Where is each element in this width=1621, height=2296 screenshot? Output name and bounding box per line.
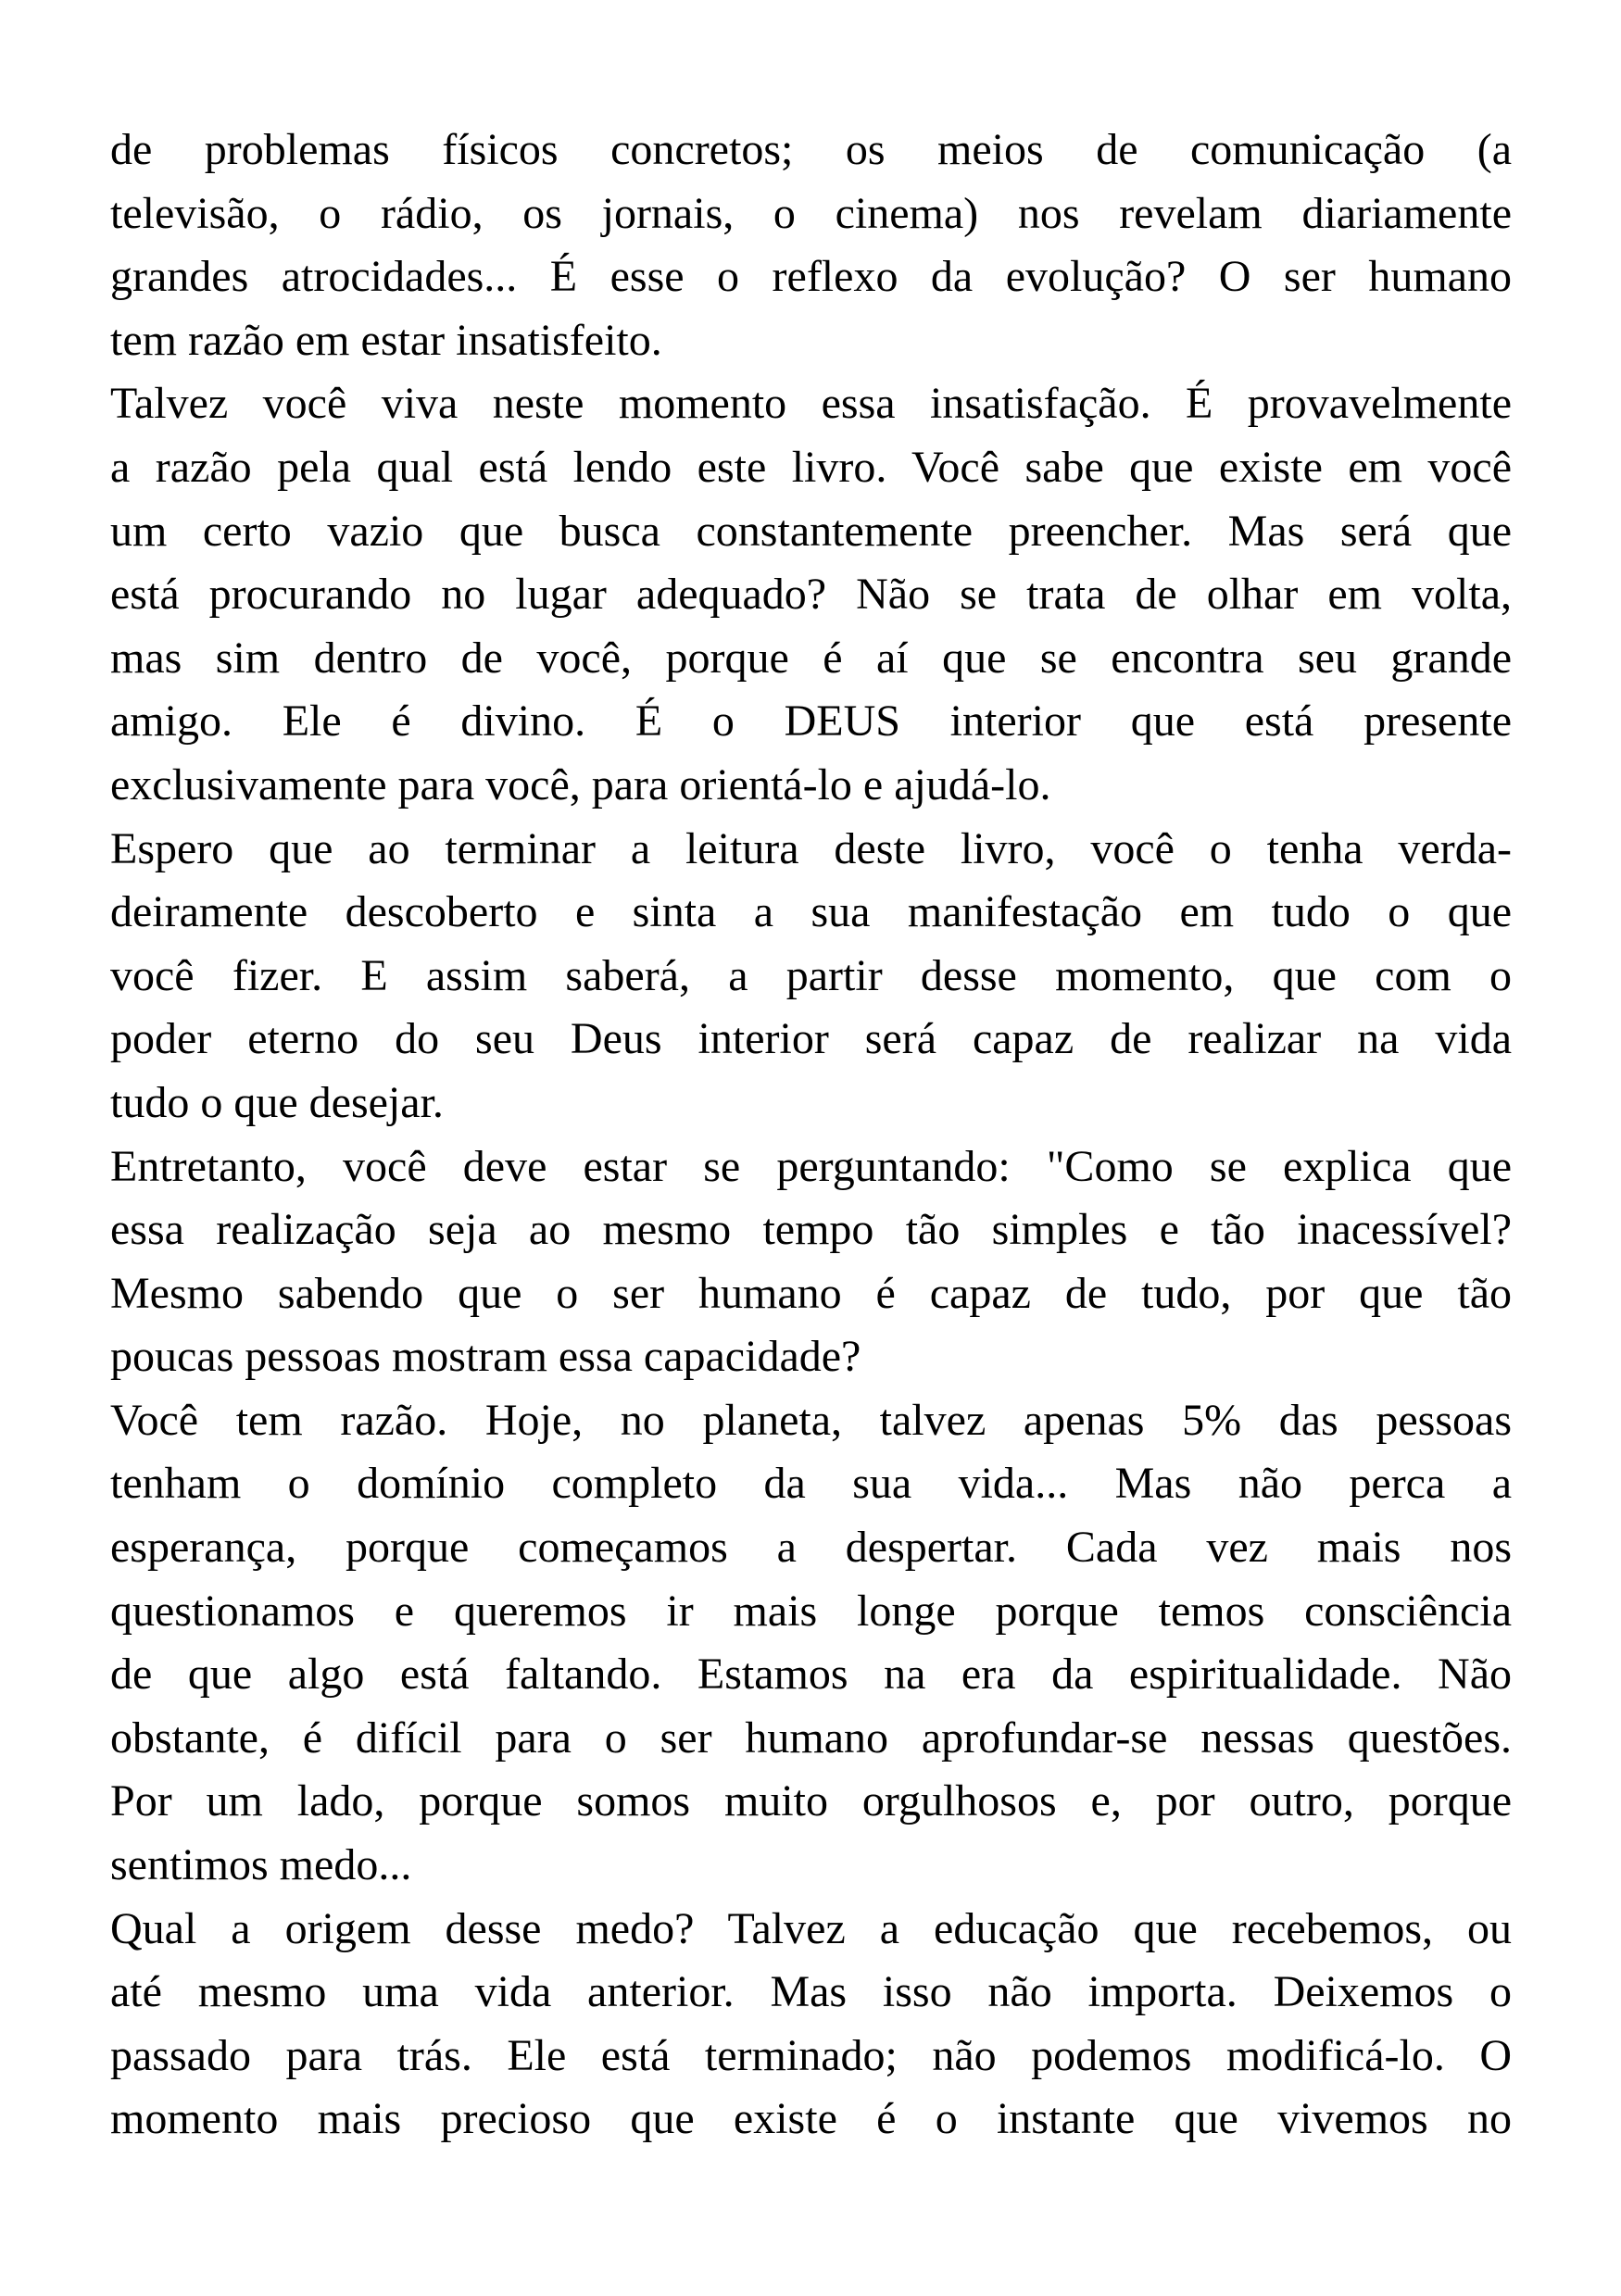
text-line: esperança, porque começamos a despertar. Cada vez mais nos: [110, 1523, 1512, 1573]
text-line: um certo vazio que busca constantemente preencher. Mas será que: [110, 506, 1512, 556]
text-line: Você tem razão. Hoje, no planeta, talvez apenas 5% das pessoas: [110, 1395, 1512, 1445]
text-line: Talvez você viva neste momento essa insatisfação. É provavelmente: [110, 379, 1512, 429]
text-line: tem razão em estar insatisfeito.: [110, 315, 662, 365]
text-line: poucas pessoas mostram essa capacidade?: [110, 1332, 861, 1382]
text-line: está procurando no lugar adequado? Não se trata de olhar em volta,: [110, 570, 1512, 620]
text-line: você fizer. E assim saberá, a partir desse momento, que com o: [110, 950, 1512, 1000]
text-line: Qual a origem desse medo? Talvez a educação que recebemos, ou: [110, 1903, 1512, 1953]
text-line: tenham o domínio completo da sua vida... Mas não perca a: [110, 1459, 1512, 1509]
text-line: mas sim dentro de você, porque é aí que se encontra seu grande: [110, 633, 1512, 683]
text-line: tudo o que desejar.: [110, 1077, 444, 1127]
text-line: a razão pela qual está lendo este livro. Você sabe que existe em você: [110, 442, 1512, 492]
text-line: amigo. Ele é divino. É o DEUS interior que está presente: [110, 696, 1512, 747]
text-line: sentimos medo...: [110, 1840, 412, 1890]
text-line: de problemas físicos concretos; os meios de comunicação (a: [110, 125, 1512, 174]
text-line: até mesmo uma vida anterior. Mas isso não importa. Deixemos o: [110, 1967, 1512, 2017]
text-line: exclusivamente para você, para orientá-lo e ajudá-lo.: [110, 759, 1051, 809]
text-line: obstante, é difícil para o ser humano aprofundar-se nessas questões.: [110, 1713, 1512, 1763]
text-line: Mesmo sabendo que o ser humano é capaz de tudo, por que tão: [110, 1268, 1512, 1318]
text-line: questionamos e queremos ir mais longe porque temos consciência: [110, 1586, 1512, 1636]
text-line: deiramente descoberto e sinta a sua manifestação em tudo o que: [110, 887, 1512, 937]
text-line: poder eterno do seu Deus interior será capaz de realizar na vida: [110, 1014, 1512, 1064]
text-line: Por um lado, porque somos muito orgulhosos e, por outro, porque: [110, 1776, 1512, 1826]
text-line: passado para trás. Ele está terminado; não podemos modificá-lo. O: [110, 2030, 1512, 2080]
text-line: essa realização seja ao mesmo tempo tão simples e tão inacessível?: [110, 1205, 1512, 1255]
text-line: Entretanto, você deve estar se perguntando: "Como se explica que: [110, 1141, 1512, 1191]
text-line: grandes atrocidades... É esse o reflexo da evolução? O ser humano: [110, 252, 1512, 302]
text-line: de que algo está faltando. Estamos na era da espiritualidade. Não: [110, 1650, 1512, 1700]
document-page: [110, 119, 1512, 2152]
text-line: momento mais precioso que existe é o instante que vivemos no: [110, 2094, 1512, 2144]
text-line: Espero que ao terminar a leitura deste livro, você o tenha verda-: [110, 823, 1512, 873]
text-line: televisão, o rádio, os jornais, o cinema) nos revelam diariamente: [110, 188, 1512, 238]
